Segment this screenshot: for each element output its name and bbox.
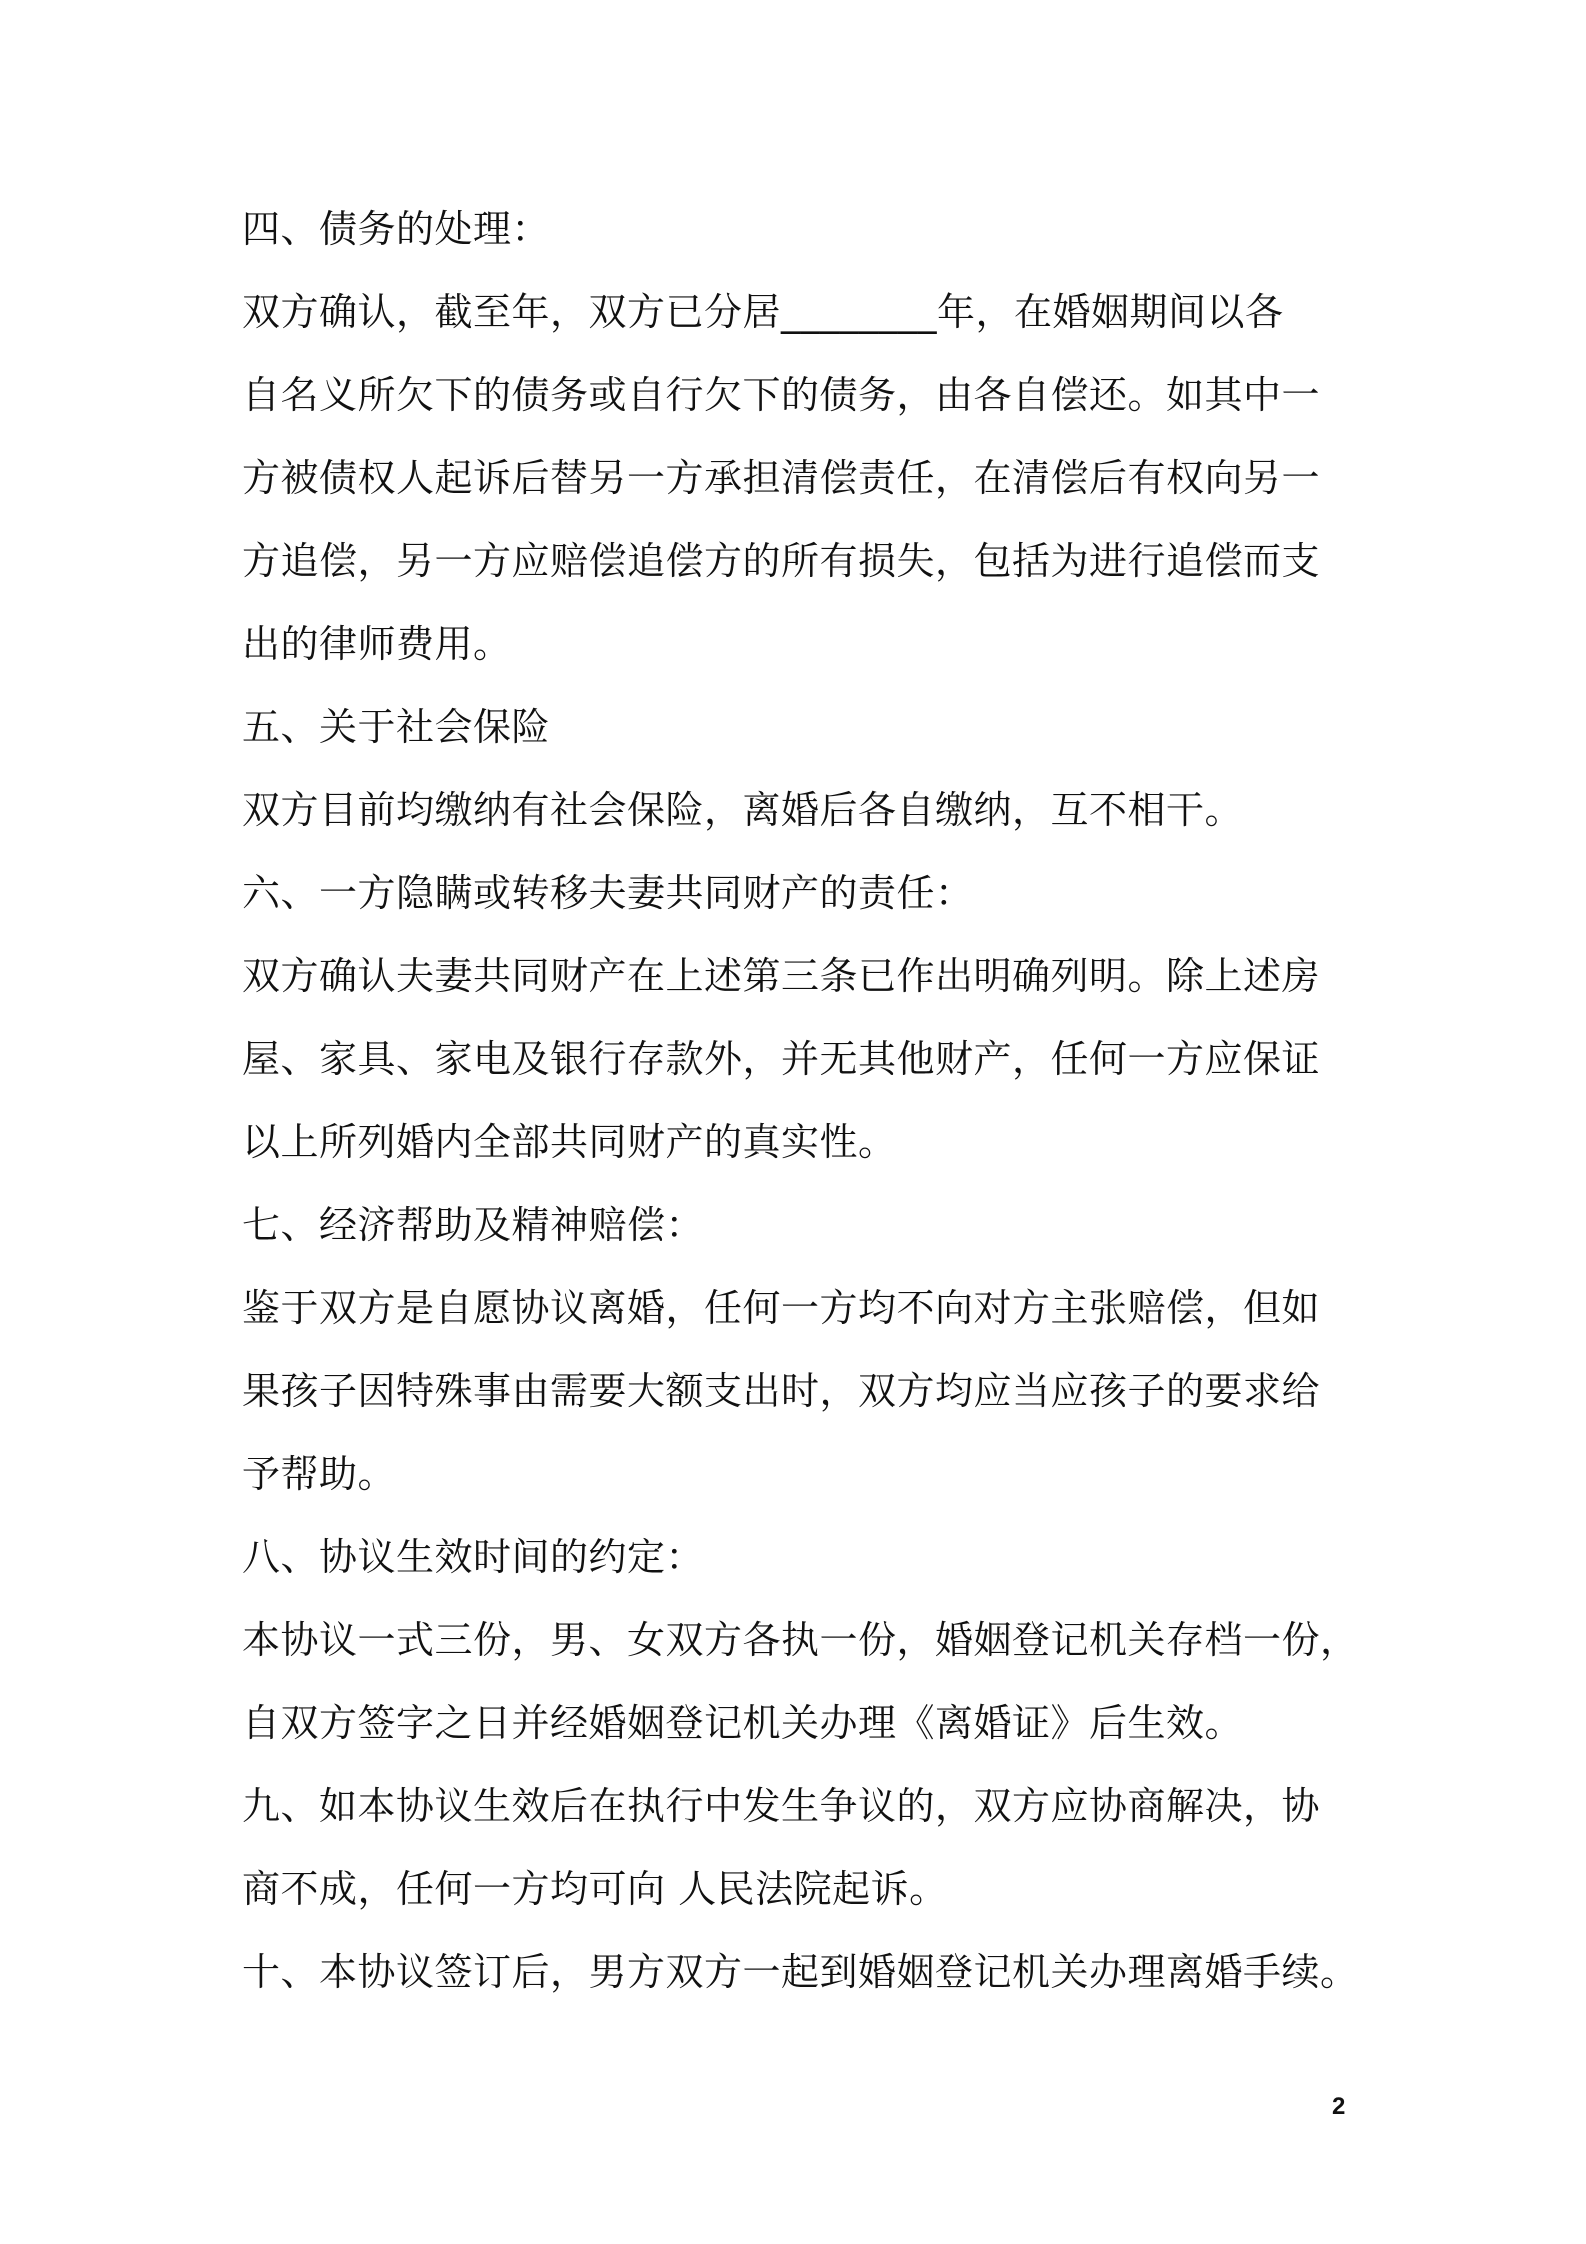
paragraph-line: 双方目前均缴纳有社会保险，离婚后各自缴纳，互不相干。 [242, 788, 1244, 832]
section-heading-concealment: 六、一方隐瞒或转移夫妻共同财产的责任： [242, 871, 974, 915]
paragraph-line: 商不成，任何一方均可向 人民法院起诉。 [242, 1867, 948, 1911]
paragraph-line: 屋、家具、家电及银行存款外，并无其他财产，任何一方应保证 [242, 1037, 1321, 1081]
paragraph-line: 本协议一式三份，男、女双方各执一份，婚姻登记机关存档一份， [242, 1618, 1359, 1662]
paragraph-line: 双方确认夫妻共同财产在上述第三条已作出明确列明。除上述房 [242, 954, 1321, 998]
paragraph-line: 自名义所欠下的债务或自行欠下的债务，由各自偿还。如其中一 [242, 373, 1321, 417]
paragraph-line: 方追偿，另一方应赔偿追偿方的所有损失，包括为进行追偿而支 [242, 539, 1321, 583]
section-heading-disputes: 九、如本协议生效后在执行中发生争议的，双方应协商解决，协 [242, 1784, 1321, 1828]
paragraph-line: 果孩子因特殊事由需要大额支出时，双方均应当应孩子的要求给 [242, 1369, 1321, 1413]
paragraph-line: 以上所列婚内全部共同财产的真实性。 [242, 1120, 897, 1164]
section-heading-debts: 四、债务的处理： [242, 207, 551, 251]
section-heading-procedure: 十、本协议签订后，男方双方一起到婚姻登记机关办理离婚手续。 [242, 1950, 1359, 1994]
paragraph-line: 自双方签字之日并经婚姻登记机关办理《离婚证》后生效。 [242, 1701, 1244, 1745]
paragraph-line: 鉴于双方是自愿协议离婚，任何一方均不向对方主张赔偿，但如 [242, 1286, 1321, 1330]
section-heading-social-insurance: 五、关于社会保险 [242, 705, 551, 749]
paragraph-line: 予帮助。 [242, 1452, 397, 1496]
page-number: 2 [1332, 2093, 1346, 2120]
section-heading-effective-date: 八、协议生效时间的约定： [242, 1535, 705, 1579]
paragraph-line: 方被债权人起诉后替另一方承担清偿责任，在清偿后有权向另一 [242, 456, 1321, 500]
section-heading-compensation: 七、经济帮助及精神赔偿： [242, 1203, 705, 1247]
paragraph-line: 出的律师费用。 [242, 622, 512, 666]
paragraph-line: 双方确认，截至年，双方已分居________年，在婚姻期间以各 [242, 290, 1284, 334]
